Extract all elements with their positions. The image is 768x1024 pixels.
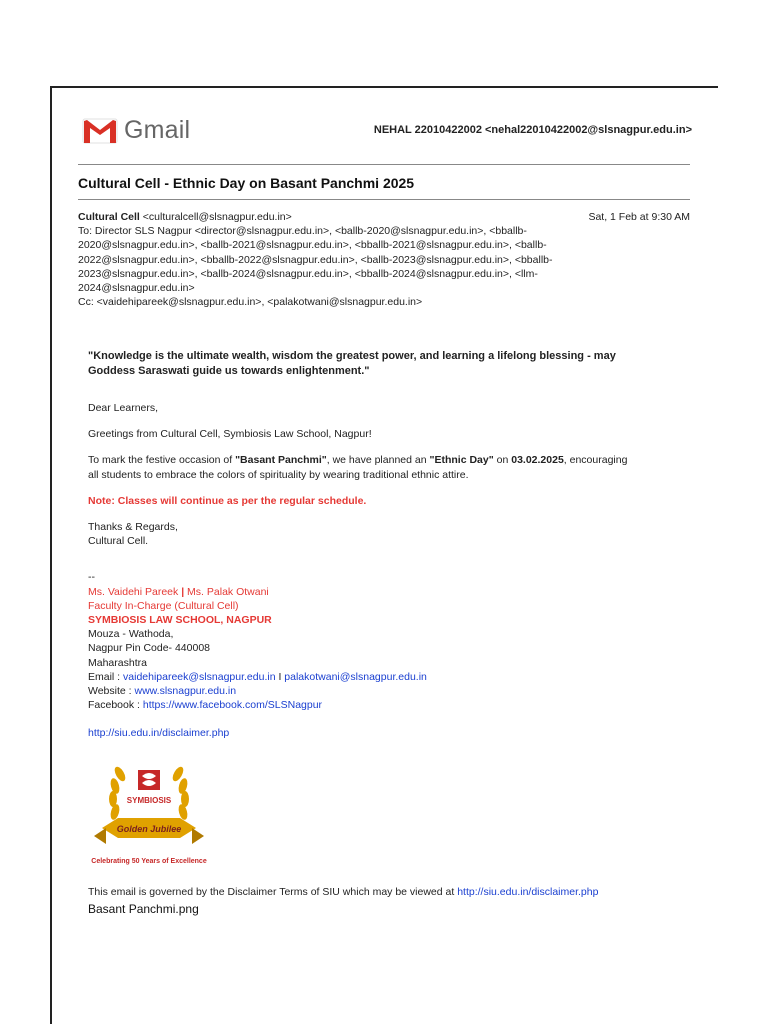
- footer-text: This email is governed by the Disclaimer Terms of SIU which may be viewed at: [88, 886, 458, 898]
- address-line: Mouza - Wathoda,: [88, 628, 174, 641]
- disclaimer-footer: [88, 886, 598, 898]
- to-line-3: 2022@slsnagpur.edu.in>, <bballb-2022@slsnagpur.edu.in>, <ballb-2023@slsnagpur.edu.in>, <bballb-: [78, 253, 553, 266]
- sender-address[interactable]: <culturalcell@slsnagpur.edu.in>: [142, 211, 292, 223]
- faculty-name: Ms. Palak Otwani: [184, 585, 269, 598]
- saraswati-quote: [88, 349, 688, 379]
- faculty-name: Ms. Vaidehi Pareek: [88, 585, 182, 598]
- golden-jubilee-logo: [88, 756, 210, 868]
- cc-line: Cc: <vaidehipareek@slsnagpur.edu.in>, <palakotwani@slsnagpur.edu.in>: [78, 296, 423, 309]
- quote-line-1: "Knowledge is the ultimate wealth, wisdom the greatest power, and learning a lifelong blessing - may: [88, 350, 616, 362]
- facebook-link[interactable]: https://www.facebook.com/SLSNagpur: [142, 699, 323, 712]
- logo-ribbon-text: Golden Jubilee: [116, 824, 182, 834]
- email-subject: Cultural Cell - Ethnic Day on Basant Panchmi 2025: [78, 175, 415, 191]
- event-text: all students to embrace the colors of spirituality by wearing traditional ethnic attire.: [88, 468, 469, 481]
- signature-block: [88, 570, 688, 740]
- logo-tagline: Celebrating 50 Years of Excellence: [91, 858, 207, 865]
- faculty-names: [88, 585, 688, 599]
- attachment-name[interactable]: Basant Panchmi.png: [88, 902, 199, 916]
- gmail-wordmark: Gmail: [124, 116, 191, 144]
- schedule-note: Note: Classes will continue as per the regular schedule.: [88, 494, 367, 507]
- sender-name: Cultural Cell: [78, 211, 140, 223]
- divider: [78, 164, 690, 165]
- event-text: , we have planned an: [326, 454, 430, 467]
- sign-off: [88, 520, 688, 548]
- school-name: SYMBIOSIS LAW SCHOOL, NAGPUR: [88, 614, 272, 627]
- to-line-4: 2023@slsnagpur.edu.in>, <ballb-2024@slsnagpur.edu.in>, <bballb-2024@slsnagpur.edu.in>, <llm-: [78, 267, 538, 280]
- to-line-5: 2024@slsnagpur.edu.in>: [78, 282, 195, 295]
- event-date: 03.02.2025: [511, 454, 564, 467]
- gmail-logo: [82, 116, 190, 145]
- email-link[interactable]: vaidehipareek@slsnagpur.edu.in: [123, 670, 276, 683]
- website-line: [88, 684, 688, 698]
- signature-dash: --: [88, 571, 95, 584]
- quote-line-2: Goddess Saraswati guide us towards enlightenment.": [88, 365, 370, 377]
- email-line: [88, 670, 688, 684]
- email-meta: [78, 210, 690, 309]
- event-paragraph: [88, 453, 688, 481]
- email-date: Sat, 1 Feb at 9:30 AM: [588, 211, 690, 223]
- laurel-emblem-icon: [88, 756, 210, 868]
- email-body: [88, 349, 688, 741]
- event-name: "Basant Panchmi": [235, 454, 327, 467]
- website-label: Website :: [88, 685, 135, 698]
- email-link[interactable]: palakotwani@slsnagpur.edu.in: [284, 670, 427, 683]
- to-line-2: 2020@slsnagpur.edu.in>, <ballb-2021@slsnagpur.edu.in>, <bballb-2021@slsnagpur.edu.in>, <ballb-: [78, 239, 547, 252]
- footer-link[interactable]: http://siu.edu.in/disclaimer.php: [457, 886, 599, 898]
- email-separator: I: [275, 670, 285, 683]
- intro-text: Greetings from Cultural Cell, Symbiosis Law School, Nagpur!: [88, 428, 372, 441]
- thanks-text: Thanks & Regards,: [88, 521, 178, 534]
- team-name: Cultural Cell.: [88, 535, 149, 548]
- faculty-role: Faculty In-Charge (Cultural Cell): [88, 599, 239, 612]
- event-text: on: [493, 454, 512, 467]
- facebook-label: Facebook :: [88, 699, 143, 712]
- to-line-1: To: Director SLS Nagpur <director@slsnagpur.edu.in>, <ballb-2020@slsnagpur.edu.in>, <bballb-: [78, 225, 527, 238]
- gmail-header: [82, 112, 692, 152]
- facebook-line: [88, 698, 688, 712]
- name-separator: |: [181, 585, 185, 598]
- gmail-envelope-icon: [82, 117, 118, 145]
- website-link[interactable]: www.slsnagpur.edu.in: [134, 685, 237, 698]
- address-line: Maharashtra: [88, 656, 147, 669]
- divider: [78, 199, 690, 200]
- email-label: Email :: [88, 670, 124, 683]
- event-text: , encouraging: [563, 454, 628, 467]
- disclaimer-link[interactable]: http://siu.edu.in/disclaimer.php: [88, 727, 230, 740]
- address-line: Nagpur Pin Code- 440008: [88, 642, 211, 655]
- account-owner: NEHAL 22010422002 <nehal22010422002@slsnagpur.edu.in>: [373, 124, 692, 136]
- logo-name: SYMBIOSIS: [126, 796, 172, 805]
- event-text: To mark the festive occasion of: [88, 454, 236, 467]
- event-day: "Ethnic Day": [429, 454, 494, 467]
- greeting: Dear Learners,: [88, 402, 159, 414]
